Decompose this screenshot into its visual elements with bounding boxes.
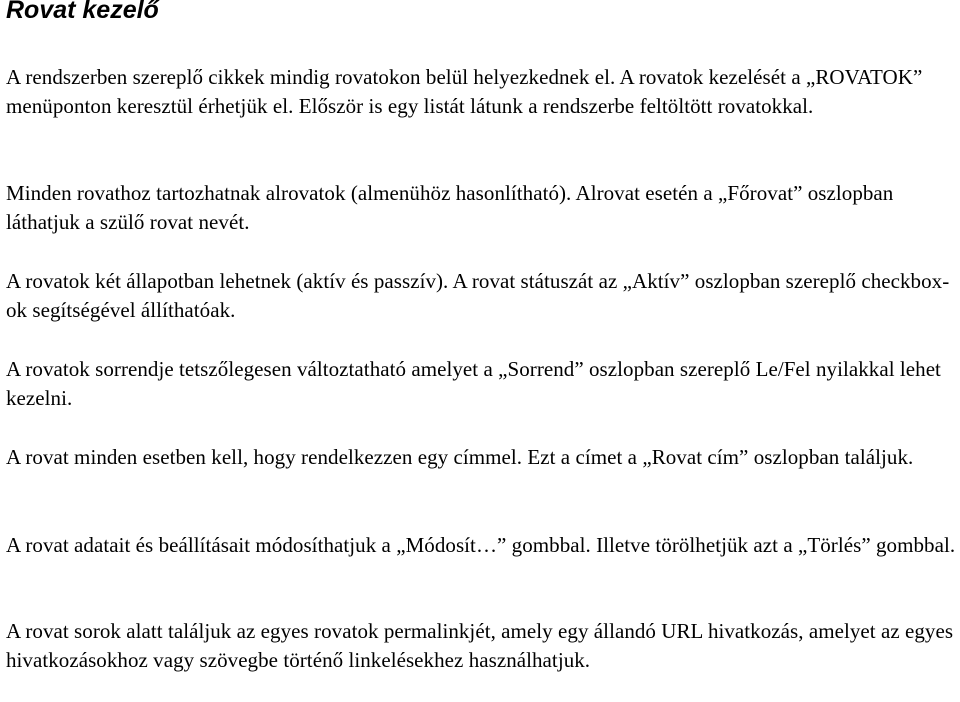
paragraph-subsections: Minden rovathoz tartozhatnak alrovatok (almenühöz hasonlítható). Alrovat esetén a „Főrovat” oszlopban láthatjuk a szülő rovat nevét.	[6, 181, 894, 234]
paragraph-intro: A rendszerben szereplő cikkek mindig rovatokon belül helyezkednek el. A rovatok kezelését a „ROVATOK” menüponton keresztül érhetjük el. Először is egy listát látunk a rendszerbe feltöltött rovatokkal.	[6, 65, 923, 118]
paragraph-order: A rovatok sorrendje tetszőlegesen változtatható amelyet a „Sorrend” oszlopban szereplő Le/Fel nyilakkal lehet kezelni.	[6, 357, 941, 410]
paragraph-title-column: A rovat minden esetben kell, hogy rendelkezzen egy címmel. Ezt a címet a „Rovat cím” oszlopban találjuk.	[6, 445, 914, 469]
document-page	[6, 0, 956, 672]
page-title: Rovat kezelő	[6, 0, 159, 24]
paragraph-status: A rovatok két állapotban lehetnek (aktív és passzív). A rovat státuszát az „Aktív” oszlopban szereplő checkbox-ok segítségével állíthatóak.	[6, 269, 950, 322]
paragraph-edit-delete: A rovat adatait és beállításait módosíthatjuk a „Módosít…” gombbal. Illetve törölhetjük azt a „Törlés” gombbal.	[6, 533, 956, 557]
paragraph-permalink: A rovat sorok alatt találjuk az egyes rovatok permalinkjét, amely egy állandó URL hivatkozás, amelyet az egyes hivatkozásokhoz vagy szövegbe történő linkelésekhez használhatjuk.	[6, 619, 954, 672]
